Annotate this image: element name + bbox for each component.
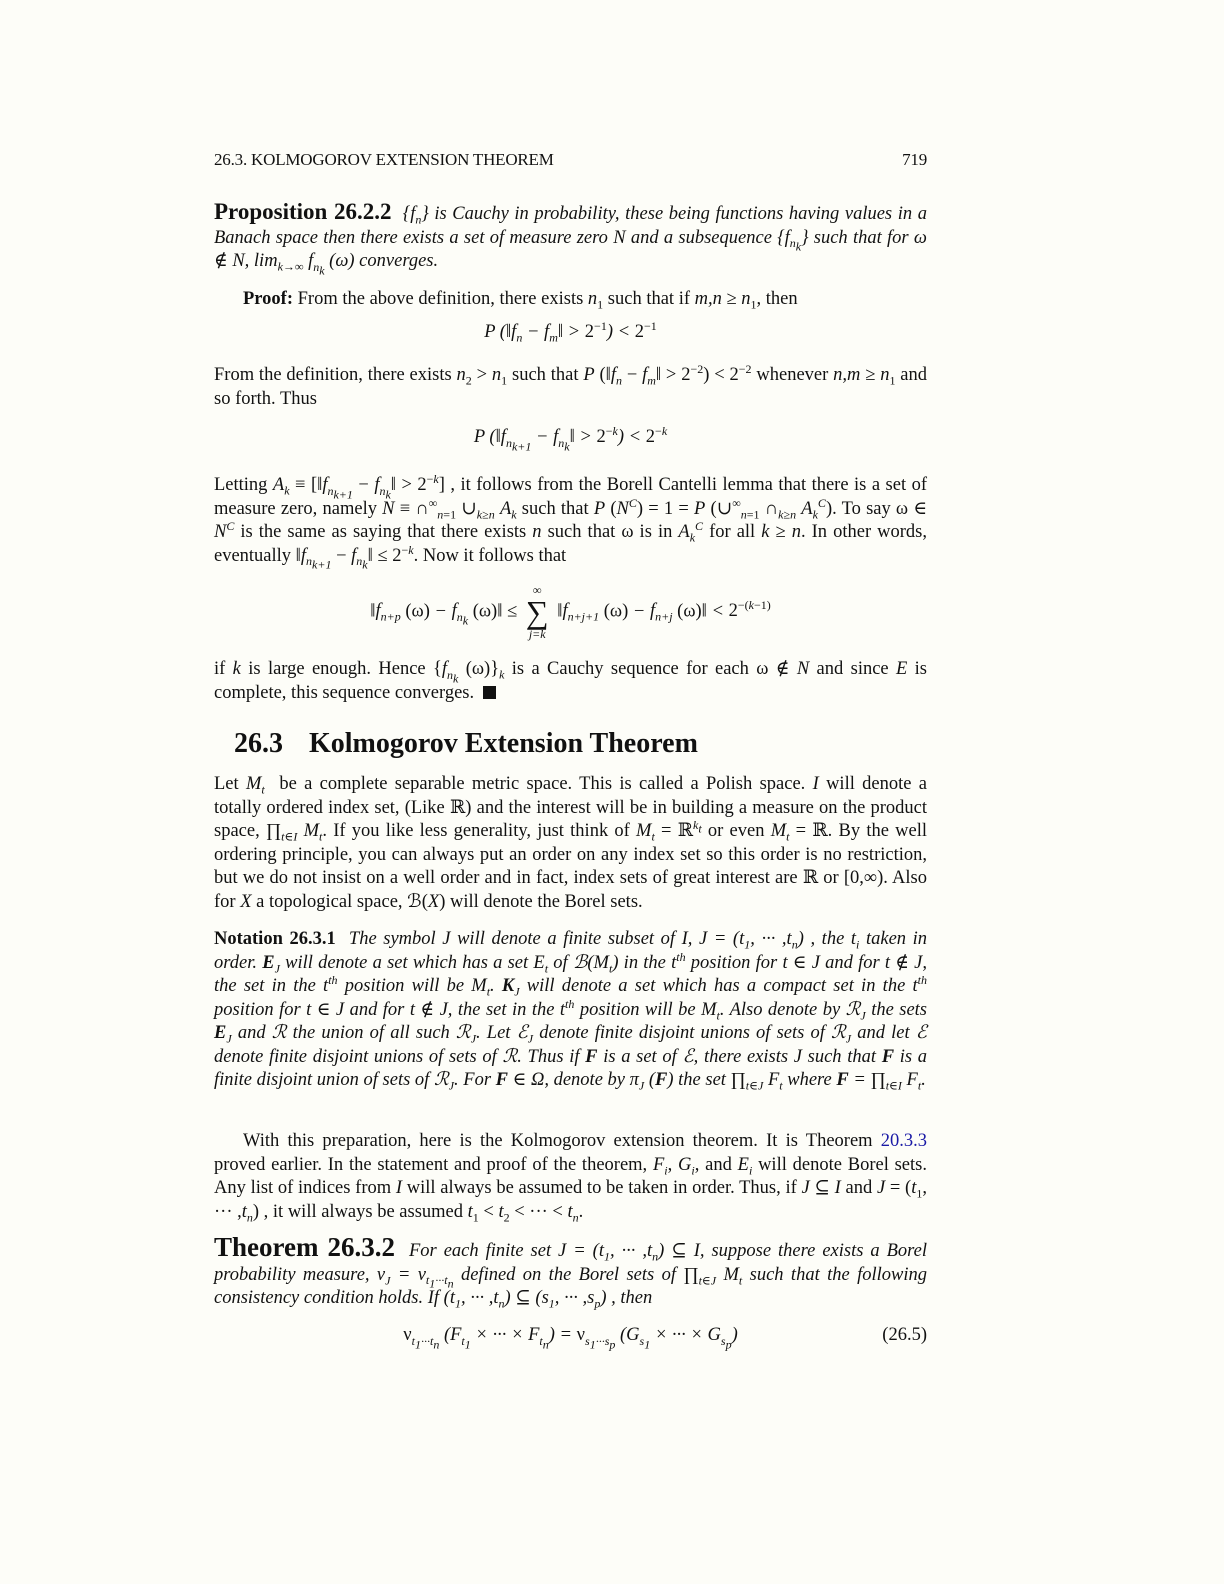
prep-paragraph [214,1130,927,1224]
theorem-statement: For each finite set $J = (t_1$, ··· $,t_n$) ⊆ I, suppose there exists a Borel probability measure, $\nu_J = \nu_{t_1\cdot\cdot\cdot t_n}$ defined on the Borel sets of $\prod_{t\in J}$ $M_t$ such that the following consistency condition holds. If ($t_1$, ··· $,t_n$) ⊆ ($s_1$, ··· $,s_p$) , then [214,1241,928,1311]
theorem-block [214,1232,928,1311]
qed-square-icon [483,686,496,699]
proof-para2: From the definition, there exists $n_2 > n_1$ such that P ($‖f_n$ − $f_m‖ > 2^{-2}) < 2^{-2}$ whenever $n,m \ge n_1$ and so forth. Thus [214,361,927,409]
prep-text-before: With this preparation, here is the Kolmogorov extension theorem. It is Theorem [243,1131,873,1151]
notation-statement: The symbol J will denote a finite subset of I, $J = (t_1$, ··· $,t_n$) , the $t_i$ taken in order. $E_J$ will denote a set which has a set $E_t$ of $ℬ(M_t)$ in the $t^{th}$ position for t ∈ J and for t ∉ J, the set in the $t^{th}$ position will be $M_t$. $K_J$ will denote a set which has a compact set in the $t^{th}$ position for t ∈ J and for t ∉ J, the set in the $t^{th}$ position will be $M_t$. Also denote by ℛ$_J$ the sets $E_J$ and ℛ the union of all such ℛ$_J$. Let ℰ$_J$ denote finite disjoint unions of sets of ℛ$_J$ and let ℰ denote finite disjoint unions of sets of ℛ. Thus if F is a set of ℰ, there exists J such that F is a finite disjoint union of sets of ℛ$_J$. For F ∈ Ω, denote by $\pi_J$ (F) the set $\prod_{t\in J}$ $F_t$ where $F = \prod_{t\in I}$ $F_t$. [214,929,928,1093]
proof-para4: if k is large enough. Hence {$f_{n_k}$ $(\omega)\}_k$ is a Cauchy sequence for each ω ∉ N and since E is complete, this sequence converges. [214,659,928,703]
section-title: Kolmogorov Extension Theorem [309,728,698,759]
prep-text-after: proved earlier. In the statement and proof of the theorem, $F_i$, $G_i$, and $E_i$ will denote Borel sets. Any list of indices from I will always be assumed to be taken in order. Thus, if J ⊆ I and $J = (t_1$, ··· $,t_n$) , it will always be assumed $t_1 < t_2$ < ··· < $t_n$. [214,1154,927,1225]
equation-number: (26.5) [882,1325,927,1345]
proposition-statement: $\{f_n\}$ is Cauchy in probability, these being functions having values in a Banach space then there exists a set of measure zero N and a subsequence $\{f_{n_k}\}$ such that for ω ∉ N, $\lim_{k\to\infty} f_{n_k}$ (ω) converges. [214,204,927,278]
running-header [214,150,927,170]
proof-para3: Letting $A_k$ ≡ [$‖f_{n_{k+1}}$ − $f_{n_k}‖ > 2^{-k}$] , it follows from the Borell Cantelli lemma that there is a set of measure zero, namely $N \equiv \cap^\infty_{n=1}$ $\cup_{k\ge n}$ $A_k$ such that P $(N^C) = 1 = P$ ($\cup^\infty_{n=1}$ $\cap_{k\ge n}$ $A_k^C$). To say ω ∈ $N^C$ is the same as saying that there exists n such that ω is in $A_k^C$ for all k ≥ n. In other words, eventually $‖f_{n_{k+1}}$ − $f_{n_k}‖ \le 2^{-k}$. Now it follows that [214,471,928,572]
equation-3: $‖f_{n+p}$ $(\omega) - f_{n_k}$ (ω)‖ ≤ ∞ ∑ j=k $‖f_{n+j+1}$ $(\omega) - f_{n+j}$ (ω)‖ < $2^{-(k-1)}$ [370,583,771,641]
equation-2: P ($‖f_{n_{k+1}}$ − $f_{n_k}‖ > 2^{-k}) < 2^{-k}$ [473,423,668,454]
intro-paragraph: Let $M_t$ be a complete separable metric space. This is called a Polish space. I will denote a totally ordered index set, (Like ℝ) and the interest will be in building a measure on the product space, $\prod_{t\in I}$ $M_t$. If you like less generality, just think of $M_t$ = ℝ$^{k_t}$ or even $M_t$ = ℝ. By the well ordering principle, you can always put an order on any index set so this order is no restriction, but we do not insist on a well order and in fact, index sets of great interest are ℝ or [0,∞). Also for X a topological space, ℬ(X) will denote the Borel sets. [214,774,927,912]
equation-1: P ($‖f_n$ − $f_m‖ > 2^{-1}) < 2^{-1}$ [484,318,657,345]
proposition-label: Proposition 26.2.2 [214,199,392,224]
proof-intro [214,288,927,312]
equation-26-5: $\nu_{t_1\cdot\cdot\cdot t_n}$ ($F_{t_1}$ × ··· × $F_{t_n}) = \nu_{s_1\cdot\cdot\cdot s_p}$ ($G_{s_1}$ × ··· × $G_{s_p}$) (26.5) [403,1325,927,1352]
proof-label: Proof: [243,289,293,309]
theorem-reference-link[interactable]: 20.3.3 [880,1131,927,1151]
theorem-label: Theorem 26.3.2 [214,1232,396,1262]
section-number: 26.3 [234,728,283,759]
notation-block [214,928,927,1093]
header-section-title: 26.3. KOLMOGOROV EXTENSION THEOREM [214,150,554,169]
summation-symbol: ∞ ∑ j=k [525,583,549,641]
notation-label: Notation 26.3.1 [214,929,336,949]
proposition-block [214,199,927,278]
page-number: 719 [902,150,927,169]
proof-line1: From the above definition, there exists $n_1$ such that if $m,n \ge n_1$, then [297,289,798,312]
section-heading [234,728,698,760]
